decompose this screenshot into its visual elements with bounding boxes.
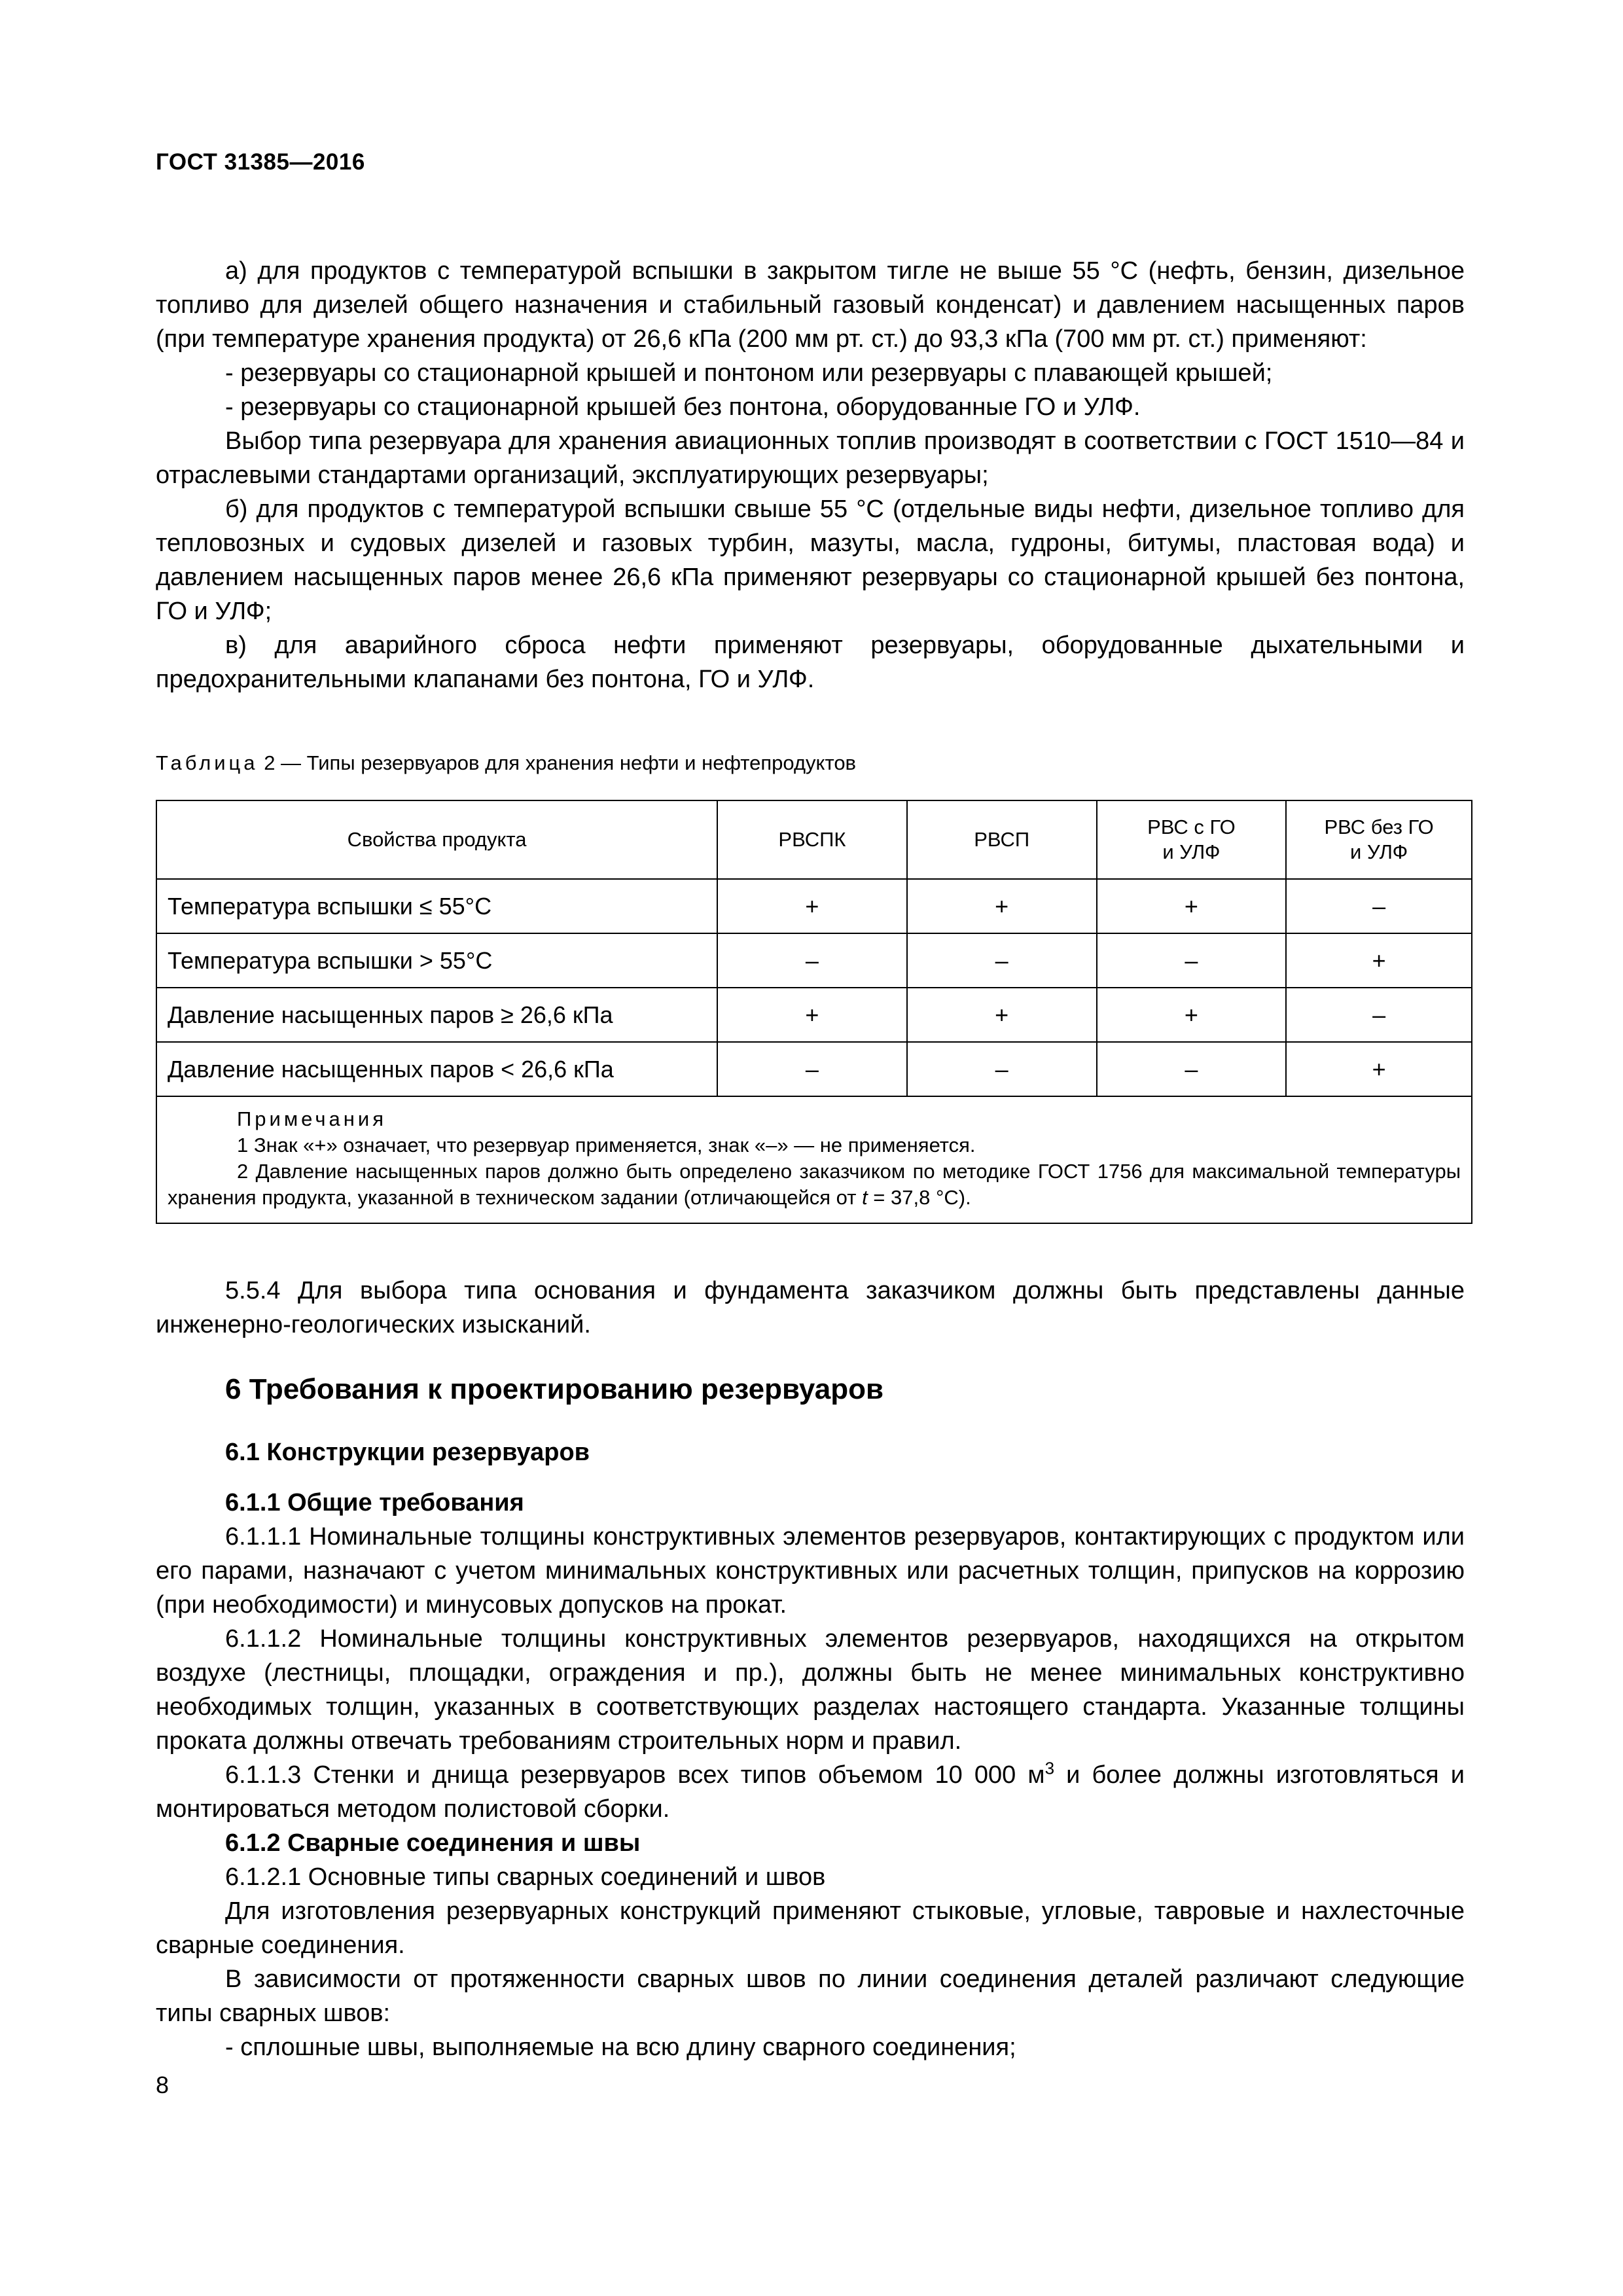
note-1: 1 Знак «+» означает, что резервуар применяется, знак «–» — не применяется. [237, 1134, 976, 1157]
table-cell: + [717, 879, 907, 933]
table-cell: Давление насыщенных паров ≥ 26,6 кПа [156, 988, 717, 1042]
table-caption-label: Таблица [156, 751, 259, 774]
table-cell: + [907, 988, 1097, 1042]
clause-5-5-4 [156, 1274, 1465, 1342]
table-row [156, 933, 1472, 988]
table-cell: – [1286, 988, 1472, 1042]
reservoir-types-table [156, 800, 1472, 1224]
note-2-text: 2 Давление насыщенных паров должно быть определено заказчиком по методике ГОСТ 1756 для максимальной температуры хранения продукта, указанной в техническом задании (отличающейся от [168, 1160, 1461, 1209]
table-cell: – [1097, 933, 1287, 988]
paragraph: 6.1.1.1 Номинальные толщины конструктивных элементов резервуаров, контактирующих с продуктом или его парами, назначают с учетом минимальных конструктивных или расчетных толщин, припусков на коррозию (при необходимости) и минусовых допусков на прокат. [156, 1523, 1465, 1619]
table-cell: – [1097, 1042, 1287, 1096]
table-cell: Давление насыщенных паров < 26,6 кПа [156, 1042, 717, 1096]
list-item: - сплошные швы, выполняемые на всю длину сварного соединения; [225, 2034, 1016, 2061]
table-cell: + [1097, 988, 1287, 1042]
list-item: - резервуары со стационарной крышей и понтоном или резервуары с плавающей крышей; [225, 359, 1273, 387]
page-number: 8 [156, 2072, 169, 2098]
table-cell: – [907, 933, 1097, 988]
note-2-variable: t [862, 1186, 868, 1209]
paragraph-text: 6.1.1.3 Стенки и днища резервуаров всех типов объемом 10 000 м [225, 1761, 1045, 1789]
page-header: ГОСТ 31385—2016 [156, 149, 365, 175]
superscript: 3 [1044, 1758, 1055, 1778]
note-2 [168, 1158, 1461, 1211]
table-cell: – [717, 1042, 907, 1096]
paragraph-text: и более должны изготовляться и монтироваться методом полистовой сборки. [156, 1761, 1465, 1823]
column-header: РВСПК [717, 800, 907, 879]
paragraph [156, 1758, 1465, 1826]
table-row [156, 988, 1472, 1042]
paragraph-b: б) для продуктов с температурой вспышки свыше 55 °С (отдельные виды нефти, дизельное топливо для тепловозных и судовых дизелей и газовых турбин, мазуты, масла, гудроны, битумы, пластовая вода) и давлением насыщенных паров менее 26,6 кПа применяют резервуары со стационарной крышей без понтона, ГО и УЛФ; [156, 495, 1465, 625]
paragraph: 6.1.2.1 Основные типы сварных соединений и швов [225, 1863, 826, 1891]
table-notes-row [156, 1096, 1472, 1223]
column-header: РВСП [907, 800, 1097, 879]
table-cell: – [717, 933, 907, 988]
subsection-heading: 6.1 Конструкции резервуаров [225, 1439, 590, 1466]
paragraph: Для изготовления резервуарных конструкций применяют стыковые, угловые, тавровые и нахлесточные сварные соединения. [156, 1897, 1465, 1959]
table-cell: + [1097, 879, 1287, 933]
table-cell: Температура вспышки > 55°С [156, 933, 717, 988]
column-header: РВС с ГО и УЛФ [1097, 800, 1287, 879]
subsection-heading: 6.1.2 Сварные соединения и швы [225, 1829, 641, 1857]
table-row [156, 879, 1472, 933]
paragraph-a: а) для продуктов с температурой вспышки в закрытом тигле не выше 55 °С (нефть, бензин, дизельное топливо для дизелей общего назначения и стабильный газовый конденсат) и давлением насыщенных паров (при температуре хранения продукта) от 26,6 кПа (200 мм рт. ст.) до 93,3 кПа (700 мм рт. ст.) применяют: [156, 257, 1465, 353]
paragraph: В зависимости от протяженности сварных швов по линии соединения деталей различают следующие типы сварных швов: [156, 1965, 1465, 2027]
table-cell: – [907, 1042, 1097, 1096]
subsection-heading: 6.1.1 Общие требования [225, 1489, 524, 1516]
paragraph: 6.1.1.2 Номинальные толщины конструктивных элементов резервуаров, находящихся на открытом воздухе (лестницы, площадки, ограждения и пр.), должны быть не менее минимальных конструктивно необходимых толщин, указанных в соответствующих разделах настоящего стандарта. Указанные толщины проката должны отвечать требованиям строительных норм и правил. [156, 1625, 1465, 1755]
paragraph: 5.5.4 Для выбора типа основания и фундамента заказчиком должны быть представлены данные инженерно-геологических изысканий. [156, 1277, 1465, 1338]
table-row [156, 1042, 1472, 1096]
column-header: Свойства продукта [156, 800, 717, 879]
document-page [156, 0, 1465, 2296]
table-cell: + [907, 879, 1097, 933]
paragraph-aviation: Выбор типа резервуара для хранения авиационных топлив производят в соответствии с ГОСТ 1510—84 и отраслевыми стандартами организаций, эксплуатирующих резервуары; [156, 427, 1465, 489]
table-cell: + [1286, 1042, 1472, 1096]
table-cell: – [1286, 879, 1472, 933]
paragraph-v: в) для аварийного сброса нефти применяют резервуары, оборудованные дыхательными и предохранительными клапанами без понтона, ГО и УЛФ. [156, 632, 1465, 693]
column-header: РВС без ГО и УЛФ [1286, 800, 1472, 879]
note-2-end: = 37,8 °С). [867, 1186, 971, 1209]
section-heading: 6 Требования к проектированию резервуаров [225, 1373, 884, 1405]
table-header-row [156, 800, 1472, 879]
list-item: - резервуары со стационарной крышей без понтона, оборудованные ГО и УЛФ. [225, 393, 1141, 421]
table-cell: + [1286, 933, 1472, 988]
table-cell: Температура вспышки ≤ 55°С [156, 879, 717, 933]
table-caption-text: 2 — Типы резервуаров для хранения нефти и нефтепродуктов [264, 751, 857, 774]
table-notes [156, 1096, 1472, 1223]
table-caption [156, 750, 856, 776]
section-6-body [156, 1486, 1465, 2064]
notes-title: Примечания [237, 1107, 387, 1130]
list-section [156, 254, 1465, 696]
table-cell: + [717, 988, 907, 1042]
